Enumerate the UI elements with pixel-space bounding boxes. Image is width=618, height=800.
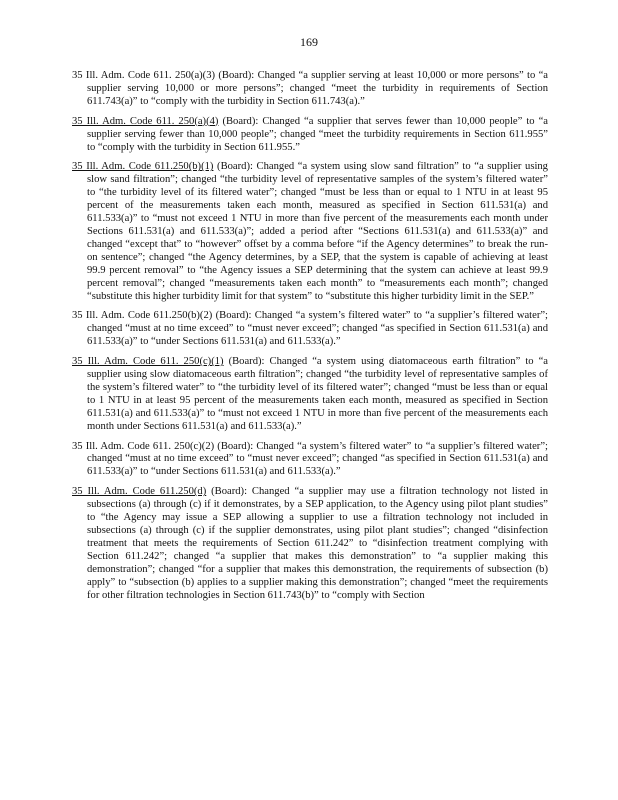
entry-text: (Board): Changed “a system using slow sand filtration” to “a supplier using slow sand filtration”; changed “the turbidity level of representative samples of the system’s filtered water” to “the turbidity level of its filtered water”; changed “must be less than or equal to 1 NTU in at least 95 percent of the measurements taken each month, measured as specified in Section 611.531(a) and 611.533(a)” to “must not exceed 1 NTU in more than five percent of the measurements each month under Sections 611.531(a) and 611.533(a)”; added a period after “Sections 611.531(a) and 611.533(a)” and changed “except that” to “however” offset by a comma before “if the Agency determines” to break the run-on sentence”; changed “the Agency determines, by a SEP, that the system is capable of achieving at least 99.9 percent removal” to “the Agency issues a SEP determining that the system can achieve at least 99.9 percent removal”; changed “measurements taken each month” to “measurements each month”; changed “substitute this higher turbidity limit for that system” to “substitute this higher turbidity limit in the SEP.”: [87, 161, 548, 302]
entry-citation: 35 Ill. Adm. Code 611.250(b)(1): [72, 161, 214, 173]
entry-paragraph: [72, 441, 548, 480]
entry-text: (Board): Changed “a supplier may use a filtration technology not listed in subsections (a) through (c) if it demonstrates, by a SEP application, to the Agency using pilot plant studies” to “the Agency may issue a SEP allowing a supplier to use a filtration technology not included in subsections (a) through (c) if the supplier demonstrates, using pilot plant studies”; changed “disinfection treatment that meets the requirements of Section 611.242” to “disinfection treatment complying with Section 611.242”; changed “a supplier that makes this demonstration” to “a supplier making this demonstration”; changed “for a supplier that makes this demonstration, the requirements of subsection (b) apply” to “subsection (b) applies to a supplier making this demonstration”; changed “meet the requirements for other filtration technologies in Section 611.743(b)” to “comply with Section: [87, 486, 548, 601]
entry-paragraph: [72, 116, 548, 155]
entry-text: (Board): Changed “a supplier serving at least 10,000 or more persons” to “a supplier serving 10,000 or more persons”; changed “meet the turbidity in requirements of Section 611.743(a)” to “comply with the turbidity in Section 611.743(a).”: [87, 70, 548, 107]
entry-citation: 35 Ill. Adm. Code 611.250(b)(2): [72, 310, 213, 322]
entry-paragraph: [72, 486, 548, 602]
entry-citation: 35 Ill. Adm. Code 611. 250(c)(1): [72, 356, 224, 368]
entry-list: [72, 70, 548, 609]
entry-text: (Board): Changed “a system’s filtered water” to “a supplier’s filtered water”; changed “must at no time exceed” to “must never exceed”; changed “as specified in Section 611.531(a) and 611.533(a)” to “under Sections 611.531(a) and 611.533(a).”: [87, 440, 548, 478]
entry-text: (Board): Changed “a supplier that serves fewer than 10,000 people” to “a supplier serving fewer than 10,000 people”; changed “meet the turbidity requirements in Section 611.955” to “comply with the turbidity in Section 611.955.”: [87, 115, 548, 153]
entry-citation: 35 Ill. Adm. Code 611. 250(c)(2): [72, 440, 215, 452]
entry-paragraph: [72, 161, 548, 303]
page-number: 169: [300, 35, 318, 49]
entry-citation: 35 Ill. Adm. Code 611. 250(a)(3): [72, 70, 216, 81]
entry-citation: 35 Ill. Adm. Code 611.250(d): [72, 486, 207, 498]
entry-paragraph: [72, 356, 548, 433]
entry-citation: 35 Ill. Adm. Code 611. 250(a)(4): [72, 115, 219, 127]
entry-text: (Board): Changed “a system’s filtered water” to “a supplier’s filtered water”; changed “must at no time exceed” to “must never exceed”; changed “as specified in Section 611.531(a) and 611.533(a)” to “under Sections 611.531(a) and 611.533(a).”: [87, 310, 548, 348]
entry-paragraph: [72, 310, 548, 349]
entry-paragraph: [72, 70, 548, 109]
entry-text: (Board): Changed “a system using diatomaceous earth filtration” to “a supplier using slow diatomaceous earth filtration”; changed “the turbidity level of representative samples of the system’s filtered water” to “the turbidity level of its filtered water”; changed “must be less than or equal to 1 NTU in at least 95 percent of the measurements taken each month, measured as specified in Section 611.531(a) and 611.533(a)” to “must not exceed 1 NTU in more than five percent of the measurements each month under Sections 611.531(a) and 611.533(a).”: [87, 356, 548, 432]
